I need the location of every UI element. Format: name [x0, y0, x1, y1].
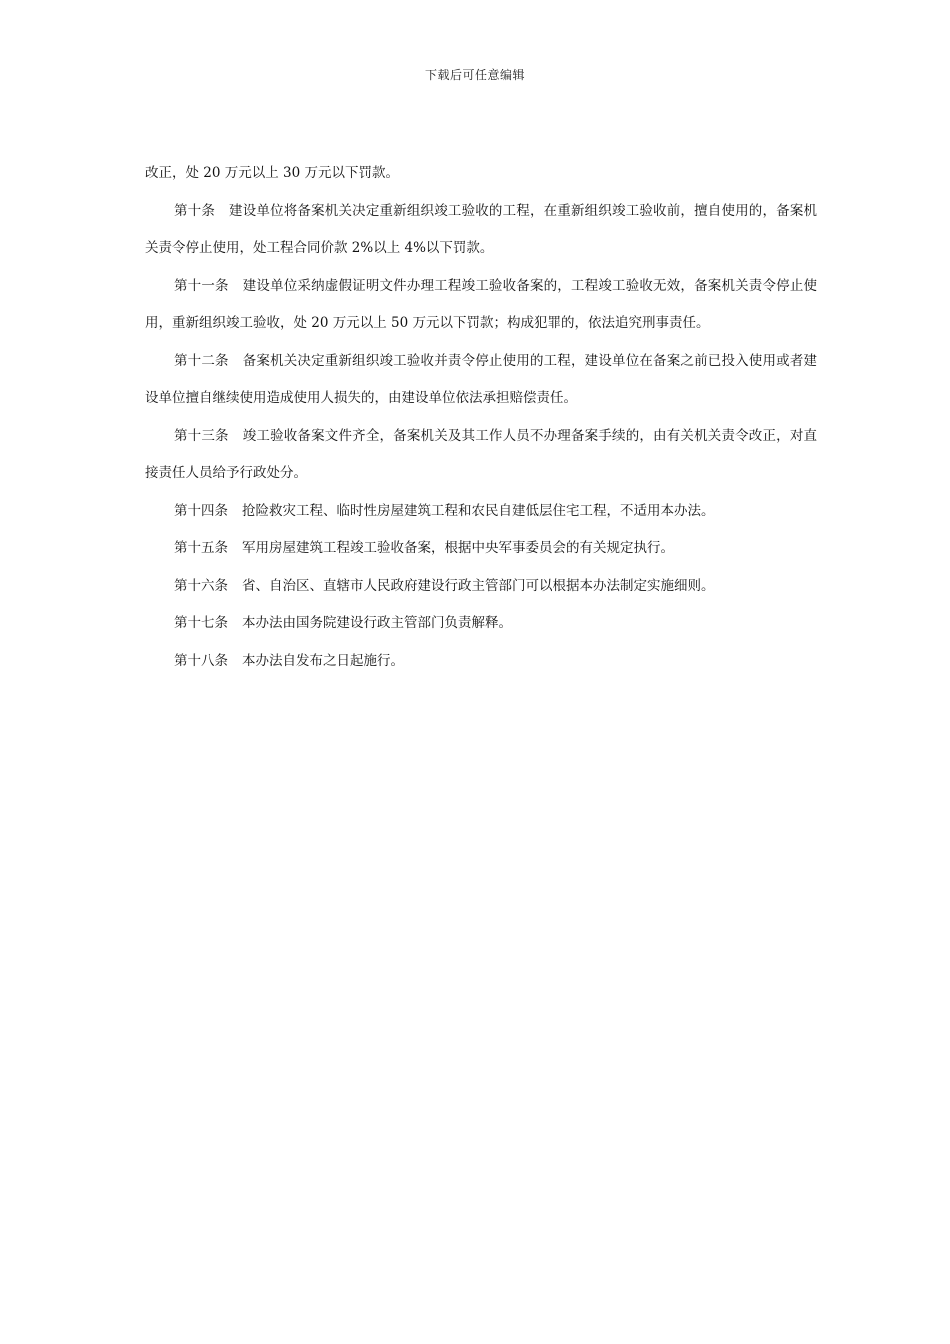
article-text: 建设单位采纳虚假证明文件办理工程竣工验收备案的，工程竣工验收无效，备案机关责令停止使用，重新组织竣工验收，处 20 万元以上 50 万元以下罚款；构成犯罪的，依法追究刑事责任。 — [145, 277, 818, 331]
paragraph-text: 改正，处 20 万元以上 30 万元以下罚款。 — [145, 165, 400, 181]
article-text: 省、自治区、直辖市人民政府建设行政主管部门可以根据本办法制定实施细则。 — [242, 577, 715, 594]
article-text: 抢险救灾工程、临时性房屋建筑工程和农民自建低层住宅工程，不适用本办法。 — [242, 502, 715, 519]
article-number: 第十七条 — [174, 615, 228, 631]
article-number: 第十条 — [174, 202, 216, 219]
article-16 — [145, 568, 817, 606]
article-11 — [145, 268, 817, 343]
article-12 — [145, 343, 817, 418]
article-number: 第十一条 — [174, 277, 229, 294]
article-text: 备案机关决定重新组织竣工验收并责令停止使用的工程，建设单位在备案之前已投入使用或者建设单位擅自继续使用造成使用人损失的，由建设单位依法承担赔偿责任。 — [145, 352, 818, 406]
article-text: 竣工验收备案文件齐全，备案机关及其工作人员不办理备案手续的，由有关机关责令改正，对直接责任人员给予行政处分。 — [145, 427, 818, 481]
article-number: 第十五条 — [174, 540, 228, 556]
article-17 — [145, 605, 817, 643]
article-text: 本办法自发布之日起施行。 — [242, 652, 404, 669]
article-13 — [145, 418, 817, 493]
paragraph-continuation — [145, 155, 817, 193]
article-number: 第十二条 — [174, 352, 229, 369]
article-number: 第十六条 — [174, 577, 228, 594]
page-header: 下载后可任意编辑 — [424, 68, 525, 82]
article-14 — [145, 493, 817, 531]
article-text: 建设单位将备案机关决定重新组织竣工验收的工程，在重新组织竣工验收前，擅自使用的，备案机关责令停止使用，处工程合同价款 2%以上 4%以下罚款。 — [145, 202, 818, 256]
article-text: 军用房屋建筑工程竣工验收备案，根据中央军事委员会的有关规定执行。 — [242, 540, 674, 556]
article-10 — [145, 193, 817, 268]
article-18 — [145, 643, 817, 681]
article-number: 第十四条 — [174, 502, 228, 519]
article-number: 第十八条 — [174, 652, 228, 669]
document-body — [145, 155, 817, 680]
article-15 — [145, 530, 817, 568]
article-text: 本办法由国务院建设行政主管部门负责解释。 — [242, 615, 512, 631]
article-number: 第十三条 — [174, 427, 229, 444]
